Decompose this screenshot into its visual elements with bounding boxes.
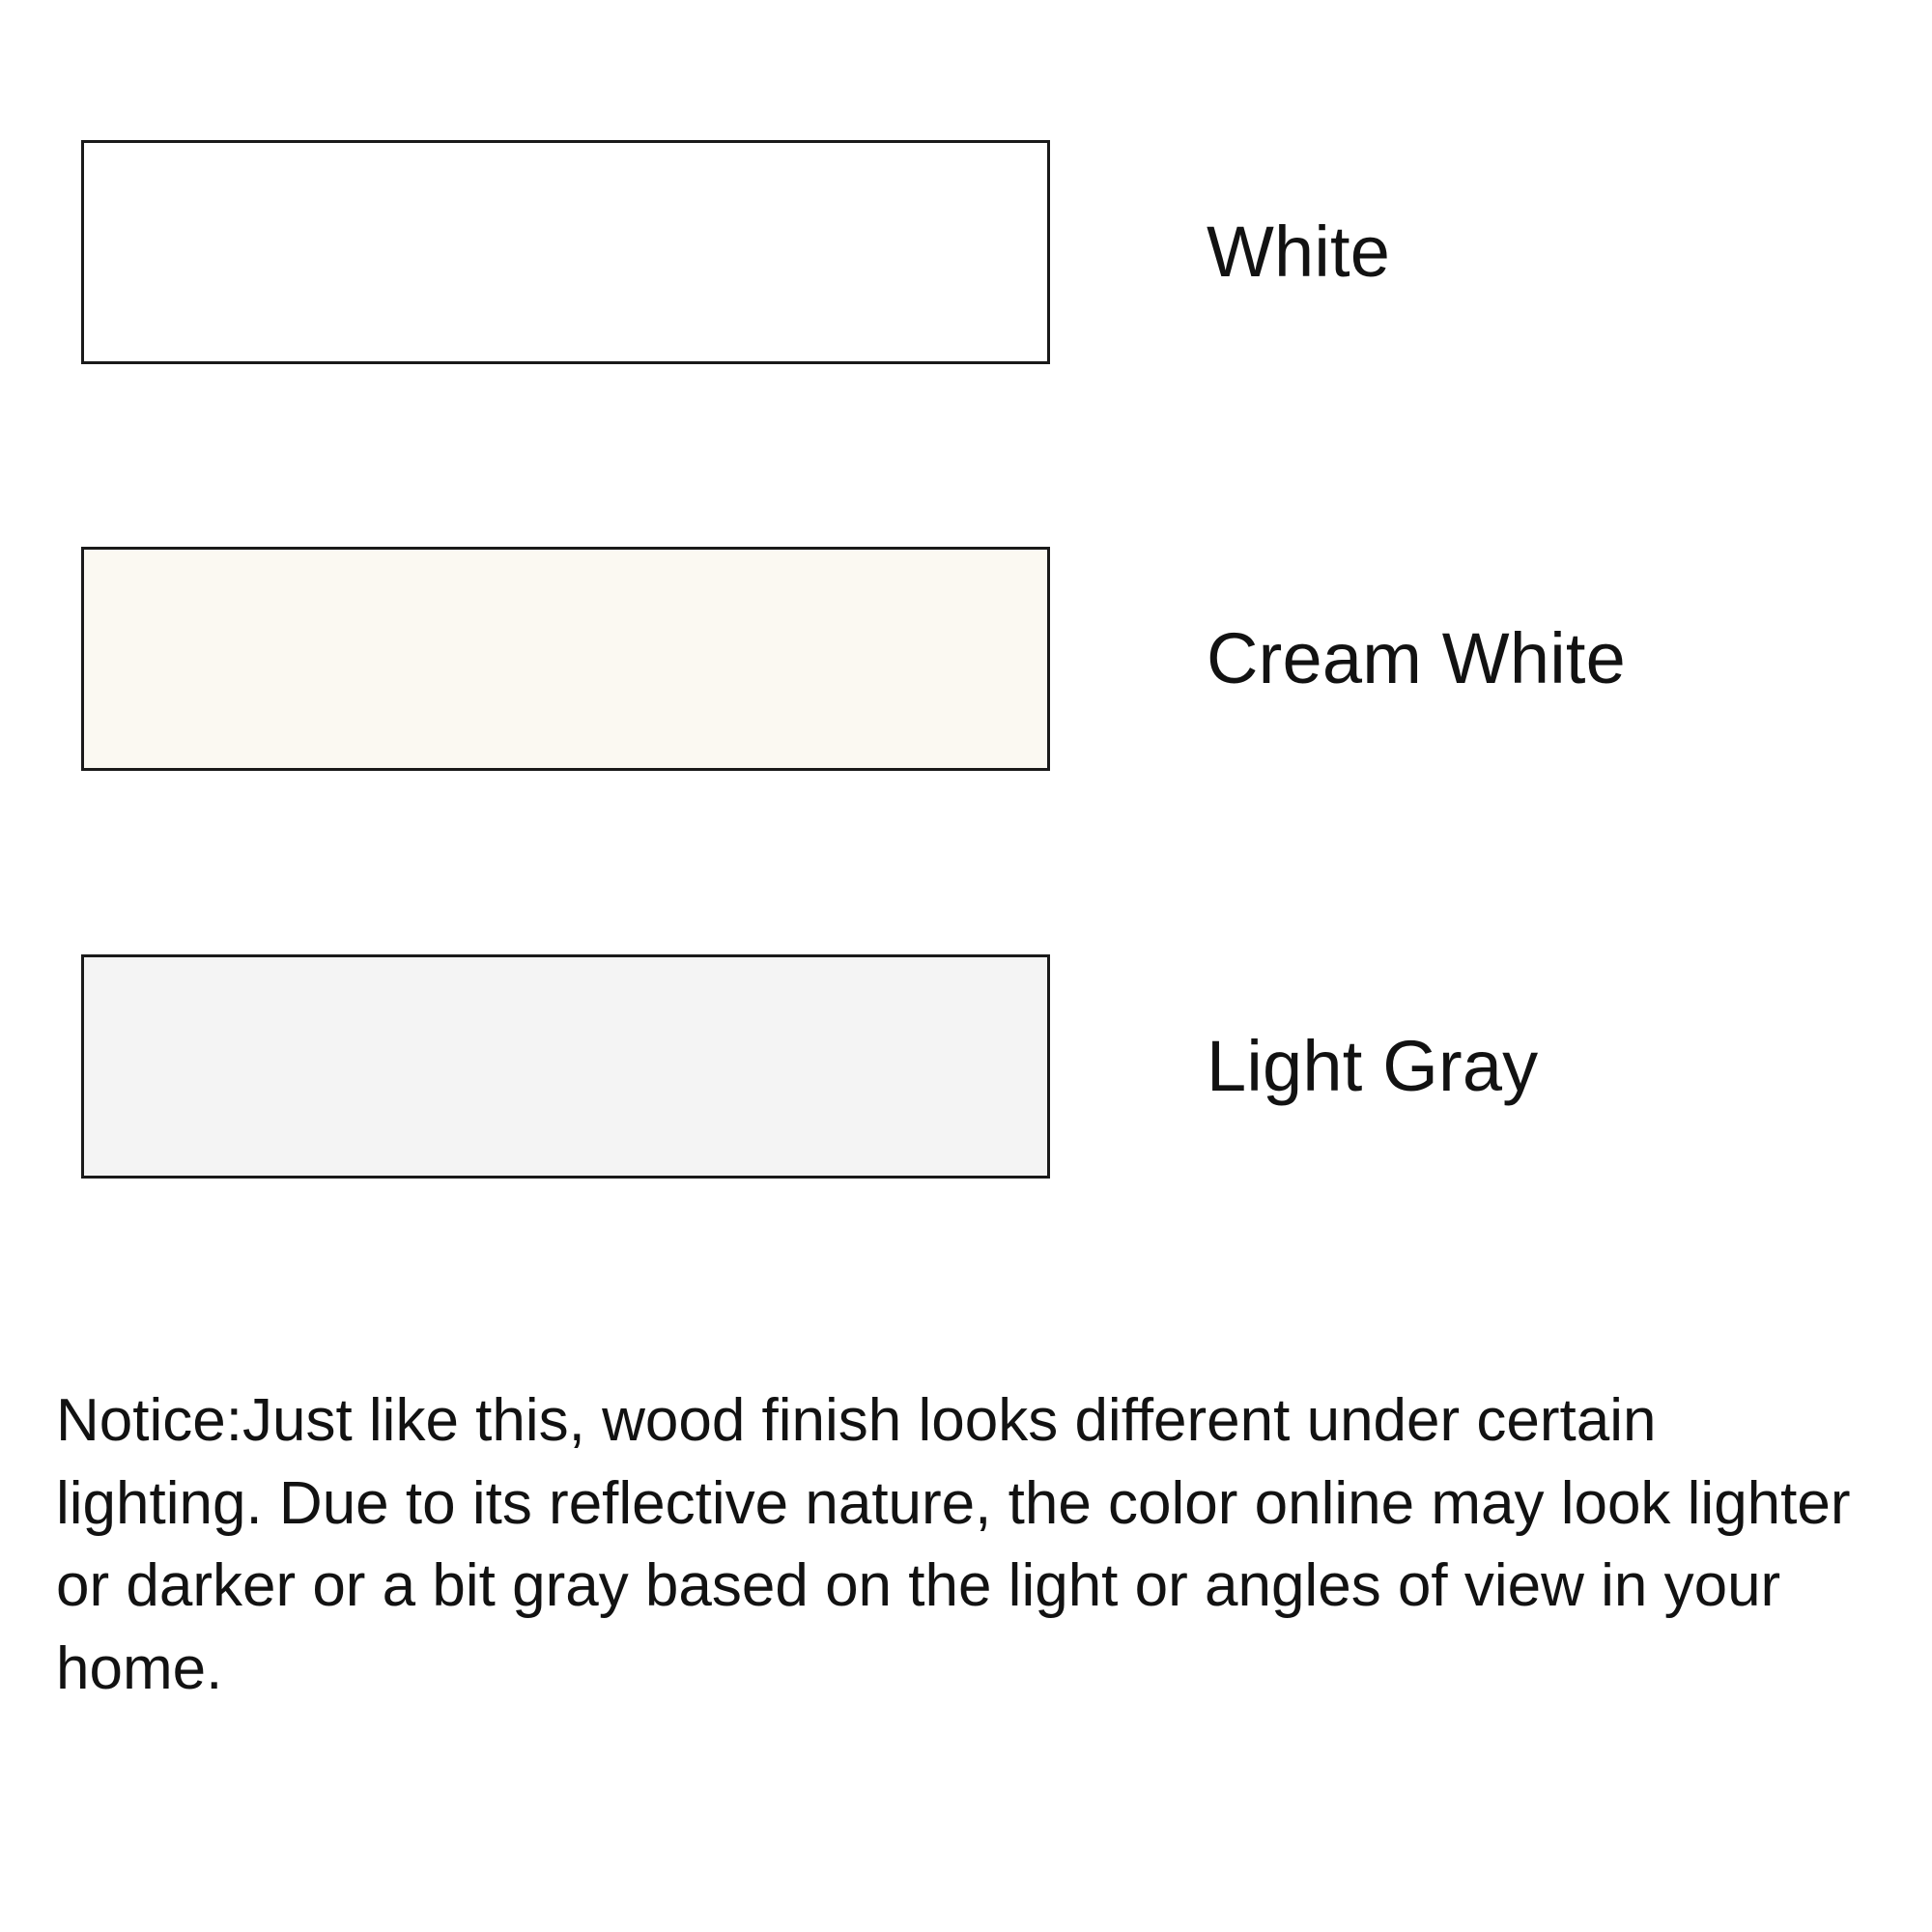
notice-text: Notice:Just like this, wood finish looks different under certain lighting. Due to its reflective nature, the color online may look lighter or darker or a bit gray based on the light or angles of view in your home. xyxy=(56,1387,1851,1702)
swatch-label-cream-white: Cream White xyxy=(1207,618,1626,698)
swatch-row xyxy=(0,547,1932,771)
color-swatch-cream-white xyxy=(81,547,1050,771)
color-swatch-light-gray xyxy=(81,954,1050,1179)
color-swatch-white xyxy=(81,140,1050,364)
swatch-row xyxy=(0,140,1932,364)
swatch-label-white: White xyxy=(1207,212,1391,292)
swatch-label-light-gray: Light Gray xyxy=(1207,1026,1539,1106)
swatch-row xyxy=(0,954,1932,1179)
